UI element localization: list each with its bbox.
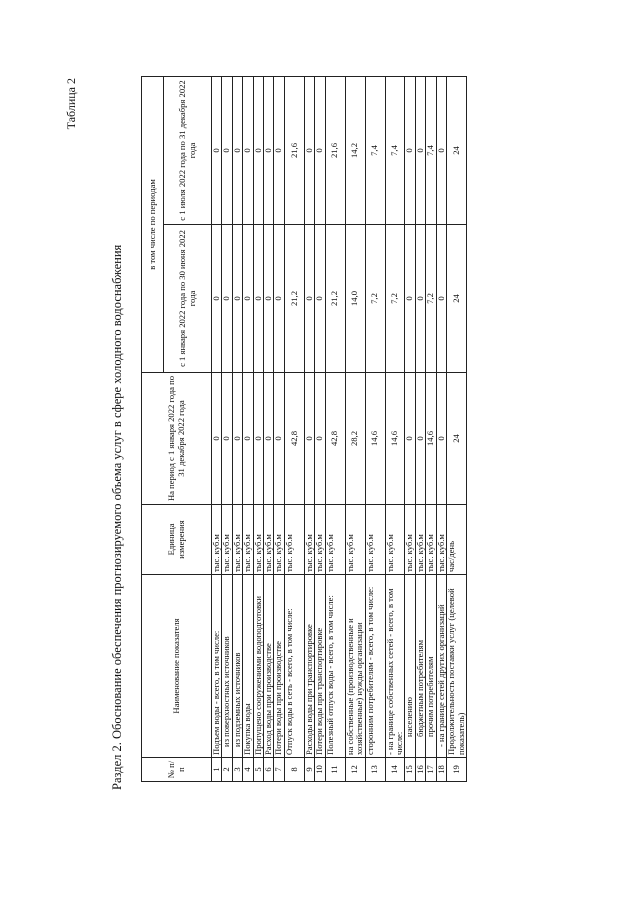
cell-p2: 21,6 (325, 77, 345, 225)
cell-unit: тыс. куб.м (426, 505, 436, 575)
cell-name: Покупка воды (243, 575, 253, 758)
col-header-num: № п/п (142, 758, 212, 782)
cell-name: сторонним потребителям - всего, в том числе: (365, 575, 385, 758)
cell-unit: тыс. куб.м (243, 505, 253, 575)
cell-num: 10 (315, 758, 325, 782)
cell-unit: тыс. куб.м (232, 505, 242, 575)
table-row (447, 77, 467, 782)
cell-num: 9 (304, 758, 314, 782)
cell-num: 18 (436, 758, 446, 782)
col-header-period: На период с 1 января 2022 года по 31 декабря 2022 года (142, 373, 212, 505)
section-heading: Раздел 2. Обоснование обеспечения прогнозируемого объема услуг в сфере холодного водоснабжения (110, 244, 124, 790)
cell-num: 6 (264, 758, 274, 782)
cell-p1: 0 (436, 225, 446, 373)
cell-unit: тыс. куб.м (405, 505, 415, 575)
cell-p1: 0 (415, 225, 425, 373)
cell-num: 5 (253, 758, 263, 782)
cell-name: бюджетным потребителям (415, 575, 425, 758)
col-header-subperiods: в том числе по периодам (142, 77, 164, 373)
cell-num: 17 (426, 758, 436, 782)
cell-total: 0 (212, 373, 222, 505)
cell-p2: 0 (436, 77, 446, 225)
cell-p2: 0 (264, 77, 274, 225)
cell-unit: тыс. куб.м (284, 505, 304, 575)
cell-name: Потери воды при транспортировке (315, 575, 325, 758)
cell-total: 0 (264, 373, 274, 505)
cell-total: 42,8 (284, 373, 304, 505)
cell-p1: 7,2 (426, 225, 436, 373)
cell-total: 0 (405, 373, 415, 505)
cell-num: 13 (365, 758, 385, 782)
cell-p2: 0 (232, 77, 242, 225)
cell-total: 0 (232, 373, 242, 505)
table-row (385, 77, 405, 782)
cell-p2: 0 (243, 77, 253, 225)
table-label: Таблица 2 (64, 78, 78, 130)
cell-total: 14,6 (365, 373, 385, 505)
cell-total: 14,6 (426, 373, 436, 505)
cell-total: 0 (415, 373, 425, 505)
cell-p2: 0 (315, 77, 325, 225)
cell-p1: 0 (232, 225, 242, 373)
cell-p1: 0 (264, 225, 274, 373)
cell-num: 14 (385, 758, 405, 782)
cell-total: 0 (253, 373, 263, 505)
table-row (212, 77, 222, 782)
table-row (284, 77, 304, 782)
cell-p1: 0 (405, 225, 415, 373)
col-header-name: Наименование показателя (142, 575, 212, 758)
cell-unit: тыс. куб.м (325, 505, 345, 575)
cell-total: 0 (315, 373, 325, 505)
cell-name: - на границе собственных сетей - всего, в том числе: (385, 575, 405, 758)
table-body (212, 77, 467, 782)
cell-total: 24 (447, 373, 467, 505)
cell-num: 12 (345, 758, 365, 782)
table-row (243, 77, 253, 782)
col-header-p2: с 1 июля 2022 года по 31 декабря 2022 года (164, 77, 212, 225)
table-row (405, 77, 415, 782)
cell-p2: 14,2 (345, 77, 365, 225)
cell-p2: 0 (415, 77, 425, 225)
cell-num: 8 (284, 758, 304, 782)
cell-total: 28,2 (345, 373, 365, 505)
water-supply-table (141, 76, 467, 782)
cell-p1: 21,2 (284, 225, 304, 373)
cell-name: населению (405, 575, 415, 758)
cell-name: прочим потребителям (426, 575, 436, 758)
cell-name: Продолжительность поставки услуг (целевой показатель) (447, 575, 467, 758)
cell-p2: 0 (212, 77, 222, 225)
cell-unit: тыс. куб.м (385, 505, 405, 575)
cell-total: 0 (304, 373, 314, 505)
cell-total: 0 (243, 373, 253, 505)
cell-unit: тыс. куб.м (345, 505, 365, 575)
cell-p2: 0 (274, 77, 284, 225)
cell-p1: 0 (304, 225, 314, 373)
cell-name: Расходы воды при транспортировке (304, 575, 314, 758)
table-row (232, 77, 242, 782)
cell-unit: тыс. куб.м (253, 505, 263, 575)
table-row (325, 77, 345, 782)
cell-unit: тыс. куб.м (264, 505, 274, 575)
cell-name: Потери воды при производстве (274, 575, 284, 758)
cell-unit: тыс. куб.м (436, 505, 446, 575)
cell-p2: 7,4 (426, 77, 436, 225)
cell-unit: тыс. куб.м (415, 505, 425, 575)
cell-unit: тыс. куб.м (274, 505, 284, 575)
col-header-p1: с 1 января 2022 года по 30 июня 2022 года (164, 225, 212, 373)
cell-num: 7 (274, 758, 284, 782)
cell-unit: час/день (447, 505, 467, 575)
cell-total: 0 (436, 373, 446, 505)
cell-num: 11 (325, 758, 345, 782)
cell-p2: 24 (447, 77, 467, 225)
cell-p1: 0 (243, 225, 253, 373)
cell-name: Отпуск воды в сеть - всего, в том числе: (284, 575, 304, 758)
cell-total: 14,6 (385, 373, 405, 505)
table-row (345, 77, 365, 782)
cell-total: 0 (274, 373, 284, 505)
table-row (415, 77, 425, 782)
table-row (274, 77, 284, 782)
cell-name: - на границе сетей других организаций (436, 575, 446, 758)
cell-p2: 7,4 (385, 77, 405, 225)
cell-p1: 21,2 (325, 225, 345, 373)
cell-p2: 0 (405, 77, 415, 225)
table-row (436, 77, 446, 782)
cell-name: Пропущено сооружениями водоподготовки (253, 575, 263, 758)
cell-num: 15 (405, 758, 415, 782)
cell-p1: 0 (222, 225, 232, 373)
cell-p1: 0 (274, 225, 284, 373)
cell-p2: 0 (304, 77, 314, 225)
cell-p1: 0 (253, 225, 263, 373)
cell-total: 42,8 (325, 373, 345, 505)
cell-num: 3 (232, 758, 242, 782)
cell-p1: 0 (315, 225, 325, 373)
table-row (253, 77, 263, 782)
cell-p1: 24 (447, 225, 467, 373)
cell-p1: 7,2 (365, 225, 385, 373)
cell-unit: тыс. куб.м (304, 505, 314, 575)
cell-total: 0 (222, 373, 232, 505)
cell-name: из подземных источников (232, 575, 242, 758)
cell-name: Расход воды при производстве (264, 575, 274, 758)
cell-num: 16 (415, 758, 425, 782)
cell-num: 1 (212, 758, 222, 782)
cell-num: 2 (222, 758, 232, 782)
cell-name: из поверхностных источников (222, 575, 232, 758)
cell-p1: 0 (212, 225, 222, 373)
cell-unit: тыс. куб.м (212, 505, 222, 575)
cell-p1: 7,2 (385, 225, 405, 373)
cell-p1: 14,0 (345, 225, 365, 373)
cell-name: Подъем воды - всего, в том числе: (212, 575, 222, 758)
cell-name: Полезный отпуск воды - всего, в том числе: (325, 575, 345, 758)
col-header-unit: Единица измерения (142, 505, 212, 575)
cell-p2: 21,6 (284, 77, 304, 225)
cell-name: на собственные (производственные и хозяйственные) нужды организации (345, 575, 365, 758)
cell-p2: 0 (222, 77, 232, 225)
cell-unit: тыс. куб.м (315, 505, 325, 575)
cell-unit: тыс. куб.м (222, 505, 232, 575)
table-row (304, 77, 314, 782)
cell-unit: тыс. куб.м (365, 505, 385, 575)
table-row (315, 77, 325, 782)
table-row (426, 77, 436, 782)
cell-p2: 0 (253, 77, 263, 225)
cell-num: 19 (447, 758, 467, 782)
table-row (222, 77, 232, 782)
cell-p2: 7,4 (365, 77, 385, 225)
cell-num: 4 (243, 758, 253, 782)
table-row (365, 77, 385, 782)
table-row (264, 77, 274, 782)
